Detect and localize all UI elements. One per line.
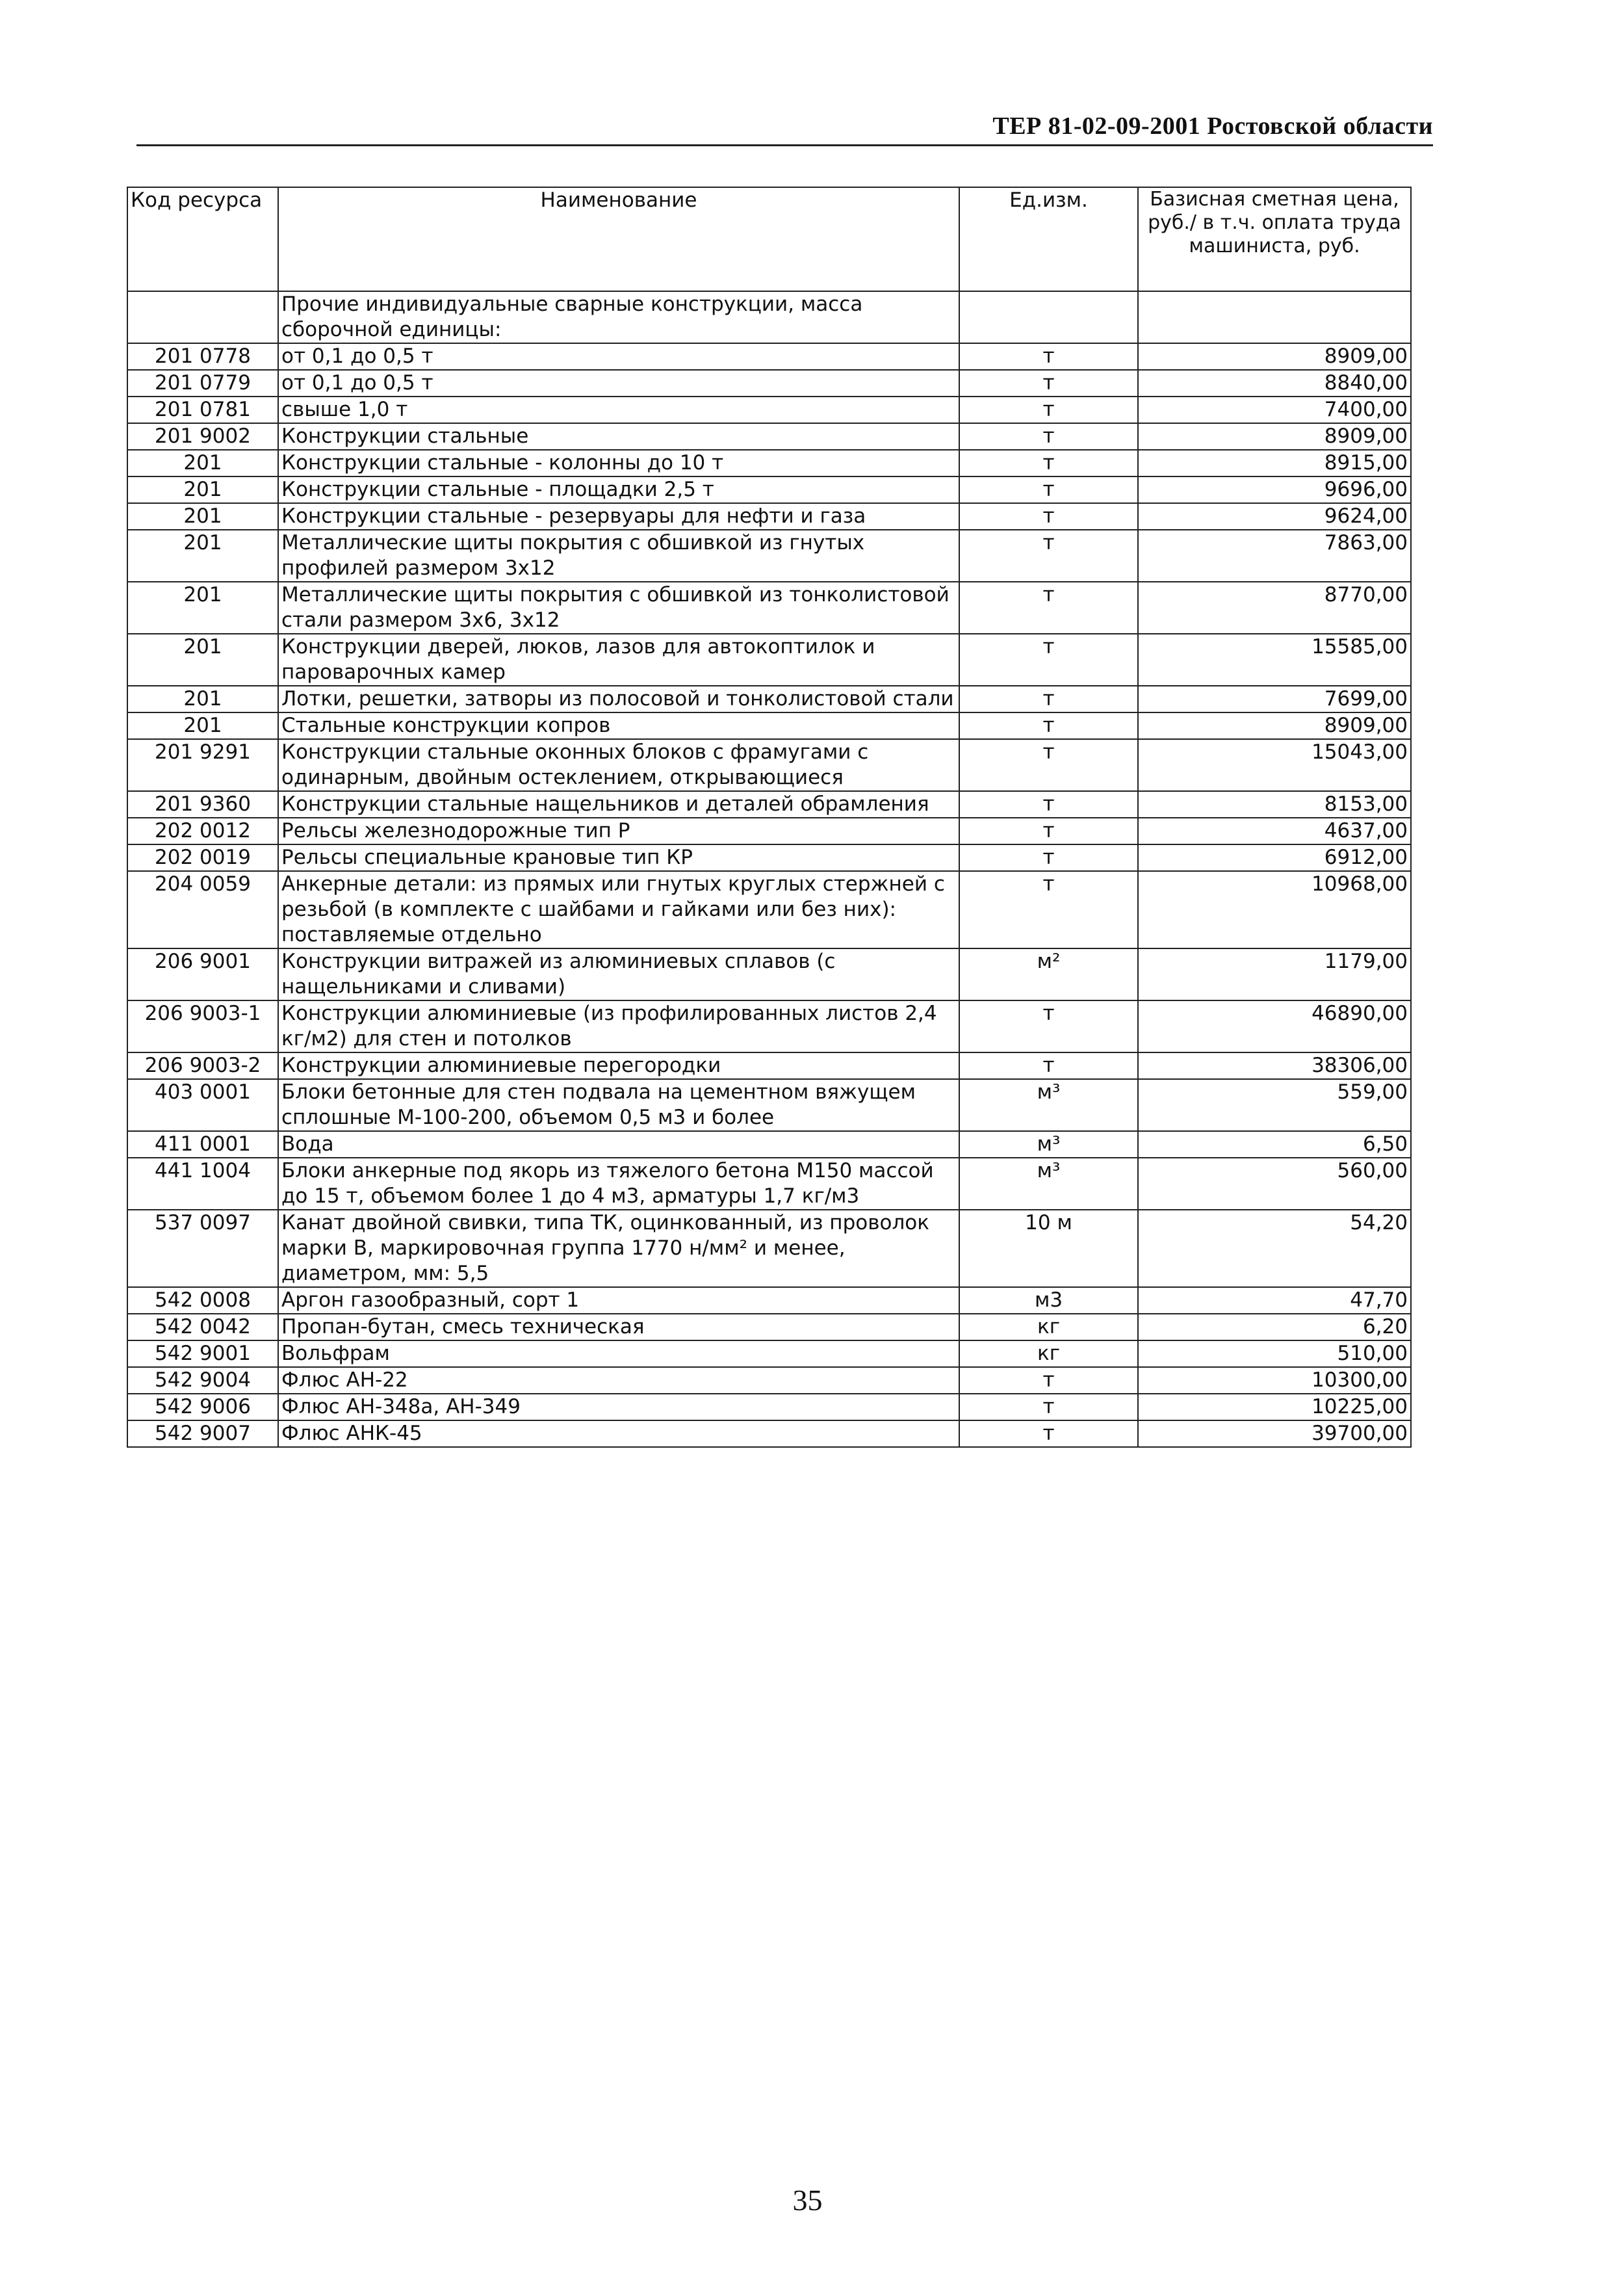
cell-name: от 0,1 до 0,5 т (278, 343, 959, 370)
cell-name: Конструкции стальные - резервуары для нефти и газа (278, 503, 959, 530)
table-row (127, 634, 1411, 686)
cell-name: Рельсы железнодорожные тип Р (278, 818, 959, 844)
cell-name: Канат двойной свивки, типа ТК, оцинкованный, из проволок марки В, маркировочная группа 1770 н/мм² и менее, диаметром, мм: 5,5 (278, 1210, 959, 1287)
cell-unit: кг (959, 1314, 1138, 1340)
cell-name: Флюс АН-348а, АН-349 (278, 1394, 959, 1420)
cell-code: 537 0097 (127, 1210, 278, 1287)
cell-price (1138, 291, 1411, 343)
cell-code: 201 0778 (127, 343, 278, 370)
cell-code: 201 (127, 634, 278, 686)
cell-unit: т (959, 370, 1138, 397)
table-row (127, 1079, 1411, 1131)
cell-code: 201 0779 (127, 370, 278, 397)
cell-price: 54,20 (1138, 1210, 1411, 1287)
cell-unit: т (959, 634, 1138, 686)
cell-price: 10968,00 (1138, 871, 1411, 948)
cell-price: 6,50 (1138, 1131, 1411, 1158)
cell-price: 15043,00 (1138, 739, 1411, 791)
cell-code: 201 (127, 530, 278, 582)
table-row (127, 1314, 1411, 1340)
cell-code: 542 9006 (127, 1394, 278, 1420)
cell-code: 206 9001 (127, 948, 278, 1000)
cell-code: 201 (127, 476, 278, 503)
table-row (127, 503, 1411, 530)
cell-code: 201 (127, 450, 278, 476)
cell-price: 559,00 (1138, 1079, 1411, 1131)
cell-code: 411 0001 (127, 1131, 278, 1158)
table-header-row (127, 187, 1411, 291)
cell-name: Конструкции стальные оконных блоков с фрамугами с одинарным, двойным остеклением, открывающиеся (278, 739, 959, 791)
cell-unit: т (959, 530, 1138, 582)
cell-unit: т (959, 397, 1138, 423)
cell-price: 39700,00 (1138, 1420, 1411, 1447)
cell-price: 7400,00 (1138, 397, 1411, 423)
cell-name: Конструкции витражей из алюминиевых сплавов (с нащельниками и сливами) (278, 948, 959, 1000)
cell-code: 202 0012 (127, 818, 278, 844)
cell-code: 542 9007 (127, 1420, 278, 1447)
page-number: 35 (792, 2184, 823, 2217)
cell-code: 201 9291 (127, 739, 278, 791)
table-row (127, 1131, 1411, 1158)
resource-price-table (127, 187, 1412, 1448)
document-title: ТЕР 81-02-09-2001 Ростовской области (992, 112, 1433, 140)
cell-code: 201 (127, 503, 278, 530)
cell-unit: т (959, 450, 1138, 476)
column-header-name: Наименование (278, 187, 959, 291)
cell-name: Анкерные детали: из прямых или гнутых круглых стержней с резьбой (в комплекте с шайбами и гайками или без них): поставляемые отдельно (278, 871, 959, 948)
cell-name: Конструкции алюминиевые перегородки (278, 1052, 959, 1079)
cell-code: 206 9003-2 (127, 1052, 278, 1079)
cell-price: 46890,00 (1138, 1000, 1411, 1052)
table-row (127, 948, 1411, 1000)
table-row (127, 423, 1411, 450)
cell-unit: т (959, 791, 1138, 818)
cell-code: 206 9003-1 (127, 1000, 278, 1052)
cell-code: 201 9002 (127, 423, 278, 450)
cell-unit: т (959, 1420, 1138, 1447)
table-row (127, 1158, 1411, 1210)
cell-price: 1179,00 (1138, 948, 1411, 1000)
cell-code: 542 0008 (127, 1287, 278, 1314)
table-row (127, 871, 1411, 948)
cell-price: 8770,00 (1138, 582, 1411, 634)
cell-code: 201 0781 (127, 397, 278, 423)
table-row (127, 1000, 1411, 1052)
cell-price: 10300,00 (1138, 1367, 1411, 1394)
cell-name: Конструкции стальные - колонны до 10 т (278, 450, 959, 476)
table-row (127, 686, 1411, 712)
table-row (127, 1287, 1411, 1314)
table-row (127, 343, 1411, 370)
cell-name: Металлические щиты покрытия с обшивкой из тонколистовой стали размером 3х6, 3х12 (278, 582, 959, 634)
cell-unit: т (959, 818, 1138, 844)
cell-price: 9696,00 (1138, 476, 1411, 503)
cell-name: Вода (278, 1131, 959, 1158)
cell-name: Конструкции стальные нащельников и деталей обрамления (278, 791, 959, 818)
cell-name: Флюс АН-22 (278, 1367, 959, 1394)
cell-unit: м³ (959, 1158, 1138, 1210)
cell-price: 6,20 (1138, 1314, 1411, 1340)
cell-unit: м³ (959, 1079, 1138, 1131)
cell-price: 8840,00 (1138, 370, 1411, 397)
table-row (127, 582, 1411, 634)
table-row (127, 397, 1411, 423)
cell-price: 38306,00 (1138, 1052, 1411, 1079)
table-row (127, 450, 1411, 476)
cell-name: Лотки, решетки, затворы из полосовой и тонколистовой стали (278, 686, 959, 712)
cell-name: Конструкции стальные (278, 423, 959, 450)
cell-price: 510,00 (1138, 1340, 1411, 1367)
cell-name: Блоки бетонные для стен подвала на цементном вяжущем сплошные М-100-200, объемом 0,5 м3 и более (278, 1079, 959, 1131)
cell-code: 201 (127, 686, 278, 712)
cell-code: 202 0019 (127, 844, 278, 871)
cell-unit: т (959, 712, 1138, 739)
cell-price: 8909,00 (1138, 343, 1411, 370)
cell-unit: т (959, 582, 1138, 634)
column-header-code: Код ресурса (127, 187, 278, 291)
cell-code (127, 291, 278, 343)
cell-unit (959, 291, 1138, 343)
cell-unit: т (959, 1367, 1138, 1394)
cell-unit: т (959, 739, 1138, 791)
cell-price: 6912,00 (1138, 844, 1411, 871)
table-row (127, 1210, 1411, 1287)
cell-name: Стальные конструкции копров (278, 712, 959, 739)
cell-price: 8909,00 (1138, 712, 1411, 739)
cell-name: свыше 1,0 т (278, 397, 959, 423)
column-header-unit: Ед.изм. (959, 187, 1138, 291)
cell-price: 15585,00 (1138, 634, 1411, 686)
cell-name: Вольфрам (278, 1340, 959, 1367)
cell-code: 204 0059 (127, 871, 278, 948)
cell-name: Рельсы специальные крановые тип КР (278, 844, 959, 871)
cell-unit: т (959, 1052, 1138, 1079)
cell-price: 8915,00 (1138, 450, 1411, 476)
cell-name: от 0,1 до 0,5 т (278, 370, 959, 397)
cell-unit: м² (959, 948, 1138, 1000)
cell-name: Аргон газообразный, сорт 1 (278, 1287, 959, 1314)
cell-code: 542 9001 (127, 1340, 278, 1367)
table-row (127, 1394, 1411, 1420)
cell-name: Флюс АНК-45 (278, 1420, 959, 1447)
cell-unit: т (959, 423, 1138, 450)
table-row (127, 530, 1411, 582)
table-row (127, 818, 1411, 844)
cell-code: 441 1004 (127, 1158, 278, 1210)
cell-unit: т (959, 1394, 1138, 1420)
cell-code: 542 0042 (127, 1314, 278, 1340)
cell-price: 9624,00 (1138, 503, 1411, 530)
table-row (127, 1420, 1411, 1447)
cell-unit: т (959, 686, 1138, 712)
cell-unit: кг (959, 1340, 1138, 1367)
table-row (127, 476, 1411, 503)
cell-code: 201 (127, 712, 278, 739)
cell-name: Металлические щиты покрытия с обшивкой из гнутых профилей размером 3х12 (278, 530, 959, 582)
table-row (127, 1367, 1411, 1394)
table-row (127, 844, 1411, 871)
cell-name: Прочие индивидуальные сварные конструкции, масса сборочной единицы: (278, 291, 959, 343)
table-row (127, 712, 1411, 739)
cell-unit: т (959, 1000, 1138, 1052)
table-row (127, 791, 1411, 818)
cell-price: 7699,00 (1138, 686, 1411, 712)
cell-code: 201 (127, 582, 278, 634)
cell-unit: т (959, 343, 1138, 370)
cell-name: Конструкции алюминиевые (из профилированных листов 2,4 кг/м2) для стен и потолков (278, 1000, 959, 1052)
cell-unit: м³ (959, 1131, 1138, 1158)
table-row (127, 291, 1411, 343)
cell-unit: 10 м (959, 1210, 1138, 1287)
cell-name: Пропан-бутан, смесь техническая (278, 1314, 959, 1340)
table-row (127, 370, 1411, 397)
column-header-price: Базисная сметная цена, руб./ в т.ч. оплата труда машиниста, руб. (1138, 187, 1411, 291)
table-row (127, 739, 1411, 791)
cell-price: 8909,00 (1138, 423, 1411, 450)
cell-unit: м3 (959, 1287, 1138, 1314)
table-row (127, 1340, 1411, 1367)
cell-code: 201 9360 (127, 791, 278, 818)
page-header (136, 111, 1433, 146)
cell-price: 8153,00 (1138, 791, 1411, 818)
cell-unit: т (959, 476, 1138, 503)
cell-unit: т (959, 844, 1138, 871)
cell-name: Конструкции дверей, люков, лазов для автокоптилок и пароварочных камер (278, 634, 959, 686)
table-row (127, 1052, 1411, 1079)
cell-name: Блоки анкерные под якорь из тяжелого бетона М150 массой до 15 т, объемом более 1 до 4 м3, арматуры 1,7 кг/м3 (278, 1158, 959, 1210)
cell-price: 4637,00 (1138, 818, 1411, 844)
table-body (127, 291, 1411, 1447)
cell-price: 7863,00 (1138, 530, 1411, 582)
cell-price: 560,00 (1138, 1158, 1411, 1210)
cell-code: 542 9004 (127, 1367, 278, 1394)
cell-name: Конструкции стальные - площадки 2,5 т (278, 476, 959, 503)
cell-price: 10225,00 (1138, 1394, 1411, 1420)
cell-code: 403 0001 (127, 1079, 278, 1131)
cell-price: 47,70 (1138, 1287, 1411, 1314)
cell-unit: т (959, 503, 1138, 530)
cell-unit: т (959, 871, 1138, 948)
